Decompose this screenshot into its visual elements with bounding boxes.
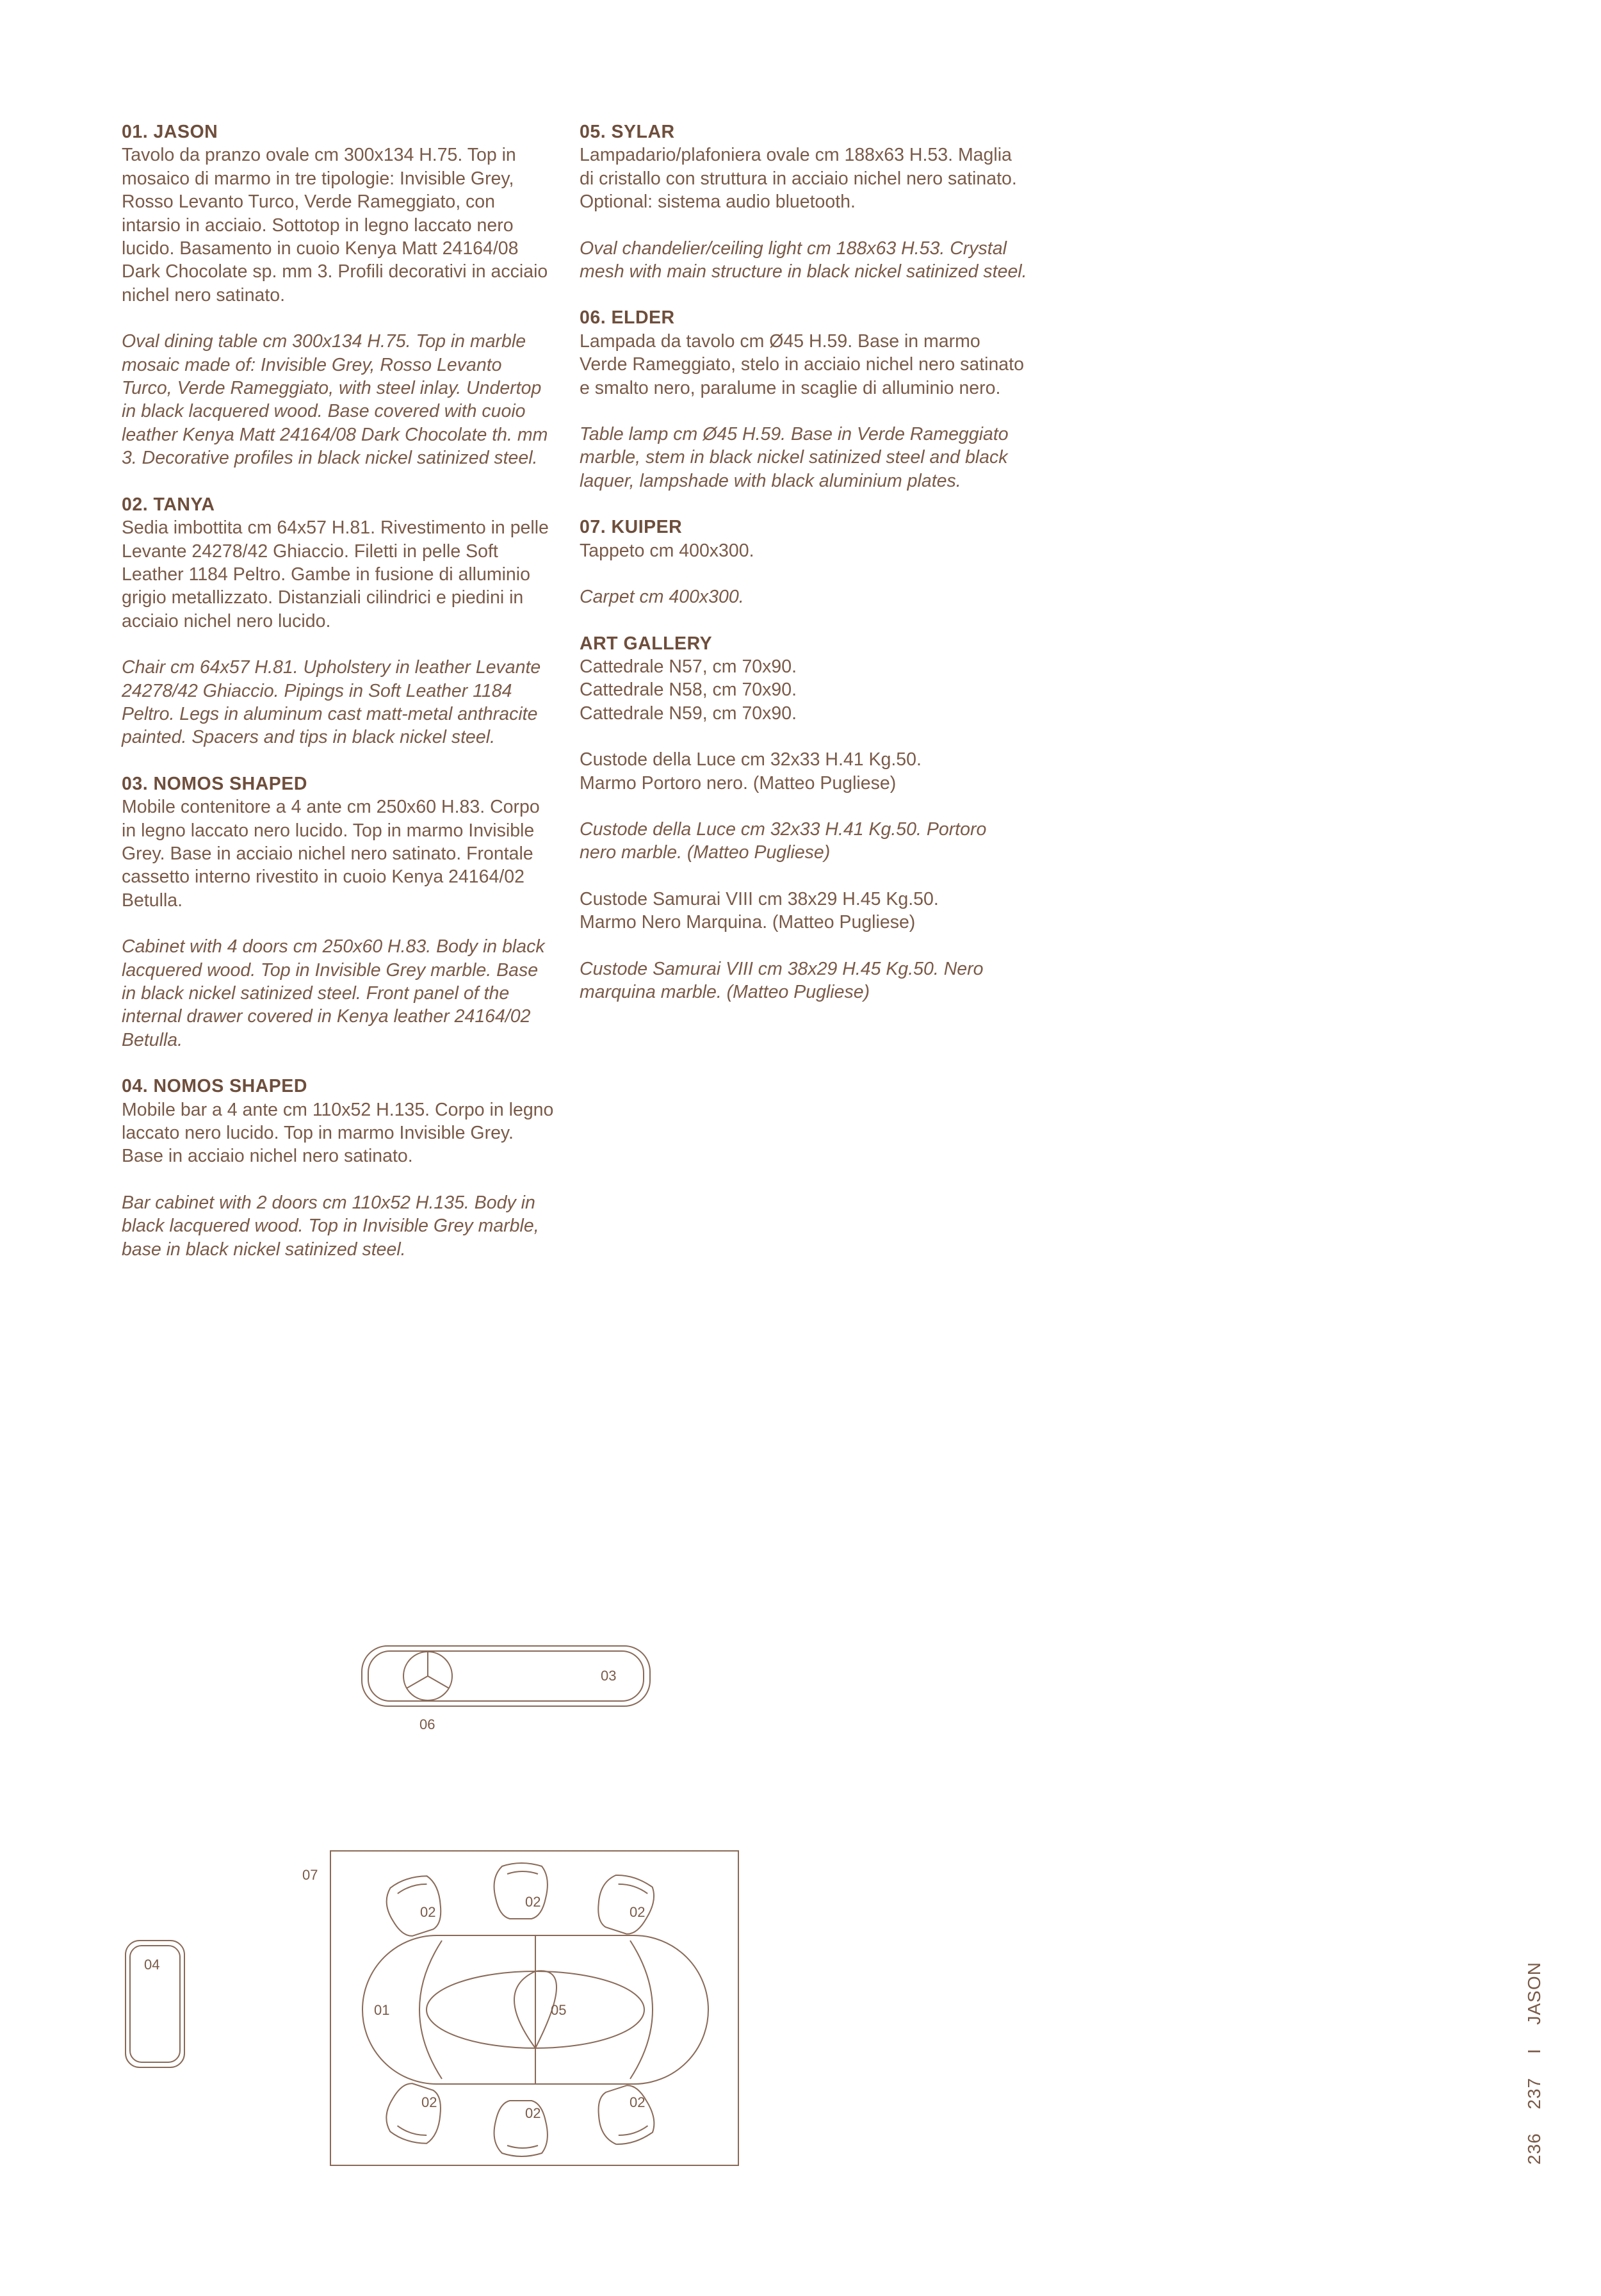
entry-english-text: Cabinet with 4 doors cm 250x60 H.83. Body in black lacquered wood. Top in Invisible Grey marble. Base in black nickel satinized steel. Front panel of the internal drawer covered in Kenya leather 24164/02 Betulla. <box>122 936 545 1050</box>
gallery-item: Custode Samurai VIII cm 38x29 H.45 Kg.50. Marmo Nero Marquina. (Matteo Pugliese) <box>580 888 939 933</box>
page-number-left: 236 <box>1524 2133 1544 2165</box>
page-number-right: 237 <box>1524 2077 1544 2110</box>
label-06: 06 <box>419 1716 435 1732</box>
table-01-plan <box>362 1935 708 2084</box>
section-title: JASON <box>1524 1962 1544 2025</box>
label-03: 03 <box>601 1668 617 1684</box>
entry-italian-text: Lampadario/plafoniera ovale cm 188x63 H.53. Maglia di cristallo con struttura in acciaio nichel nero satinato. Optional: sistema audio bluetooth. <box>580 145 1017 213</box>
gallery-item: Custode della Luce cm 32x33 H.41 Kg.50. Portoro nero marble. (Matteo Pugliese) <box>580 818 987 863</box>
label-02: 02 <box>630 1904 646 1920</box>
chair-02-plan <box>494 1863 548 1919</box>
entry-english-text: Table lamp cm Ø45 H.59. Base in Verde Rameggiato marble, stem in black nickel satinized steel and black laquer, lampshade with black aluminium plates. <box>580 424 1009 491</box>
entry-english-text: Carpet cm 400x300. <box>580 587 744 608</box>
gallery-title: ART GALLERY <box>580 633 713 654</box>
label-02: 02 <box>630 2094 646 2110</box>
entry-italian-text: Mobile bar a 4 ante cm 110x52 H.135. Corpo in legno laccato nero lucido. Top in marmo Invisible Grey. Base in acciaio nichel nero satinato. <box>122 1099 554 1167</box>
entry-title: 07. KUIPER <box>580 517 683 538</box>
gallery-item: Custode della Luce cm 32x33 H.41 Kg.50. Marmo Portoro nero. (Matteo Pugliese) <box>580 749 922 794</box>
entry-italian-text: Mobile contenitore a 4 ante cm 250x60 H.83. Corpo in legno laccato nero lucido. Top in marmo Invisible Grey. Base in acciaio nichel nero satinato. Frontale cassetto interno rivestito in cuoio Kenya 24164/02 Betulla. <box>122 797 540 911</box>
entry-english-text: Bar cabinet with 2 doors cm 110x52 H.135. Body in black lacquered wood. Top in Invisible Grey marble, base in black nickel satinized steel. <box>122 1192 539 1260</box>
lamp-06-plan <box>403 1652 452 1700</box>
page-footer <box>1524 1909 1550 2165</box>
entry-title: 04. NOMOS SHAPED <box>122 1076 307 1097</box>
chair-02-plan <box>591 1869 659 1939</box>
label-07: 07 <box>302 1867 318 1883</box>
label-04: 04 <box>144 1957 160 1973</box>
gallery-item: Custode Samurai VIII cm 38x29 H.45 Kg.50. Nero marquina marble. (Matteo Pugliese) <box>580 958 984 1002</box>
label-05: 05 <box>551 2002 567 2018</box>
entry-italian-text: Tavolo da pranzo ovale cm 300x134 H.75. Top in mosaico di marmo in tre tipologie: Invisible Grey, Rosso Levanto Turco, Verde Rameggiato, con intarsio in acciaio. Sottotop in legno laccato nero lucido. Basamento in cuoio Kenya Matt 24164/08 Dark Chocolate sp. mm 3. Profili decorativi in acciaio nichel nero satinato. <box>122 145 548 305</box>
entry-english-text: Chair cm 64x57 H.81. Upholstery in leather Levante 24278/42 Ghiaccio. Pipings in Soft Leather 1184 Peltro. Legs in aluminum cast matt-metal anthracite painted. Spacers and tips in black nickel steel. <box>122 657 541 748</box>
label-02: 02 <box>420 1904 436 1920</box>
entry-italian-text: Tappeto cm 400x300. <box>580 540 754 561</box>
entry-italian-text: Sedia imbottita cm 64x57 H.81. Rivestimento in pelle Levante 24278/42 Ghiaccio. Filetti in pelle Soft Leather 1184 Peltro. Gambe in fusione di alluminio grigio metallizzato. Distanziali cilindrici e piedini in acciaio nichel nero lucido. <box>122 517 549 631</box>
entry-english-text: Oval dining table cm 300x134 H.75. Top in marble mosaic made of: Invisible Grey, Rosso Levanto Turco, Verde Rameggiato, with steel inlay. Undertop in black lacquered wood. Base covered with cuoio leather Kenya Matt 24164/08 Dark Chocolate th. mm 3. Decorative profiles in black nickel satinized steel. <box>122 331 548 469</box>
entry-title: 03. NOMOS SHAPED <box>122 773 307 794</box>
footer-separator: I <box>1524 2048 1544 2054</box>
label-02: 02 <box>421 2094 437 2110</box>
entry-english-text: Oval chandelier/ceiling light cm 188x63 H.53. Crystal mesh with main structure in black nickel satinized steel. <box>580 238 1027 282</box>
entry-title: 06. ELDER <box>580 307 675 329</box>
chair-02-plan <box>380 1871 448 1941</box>
chair-02-plan <box>380 2079 448 2148</box>
label-01: 01 <box>374 2002 390 2018</box>
gallery-item: Cattedrale N57, cm 70x90. Cattedrale N58, cm 70x90. Cattedrale N59, cm 70x90. <box>580 656 797 724</box>
label-02: 02 <box>525 2105 541 2121</box>
entry-title: 02. TANYA <box>122 494 215 515</box>
label-02: 02 <box>525 1894 541 1910</box>
entry-title: 05. SYLAR <box>580 122 675 142</box>
chair-02-plan <box>591 2081 659 2150</box>
entry-italian-text: Lampada da tavolo cm Ø45 H.59. Base in marmo Verde Rameggiato, stelo in acciaio nichel nero satinato e smalto nero, paralume in scaglie di alluminio nero. <box>580 330 1024 398</box>
entry-title: 01. JASON <box>122 122 218 142</box>
